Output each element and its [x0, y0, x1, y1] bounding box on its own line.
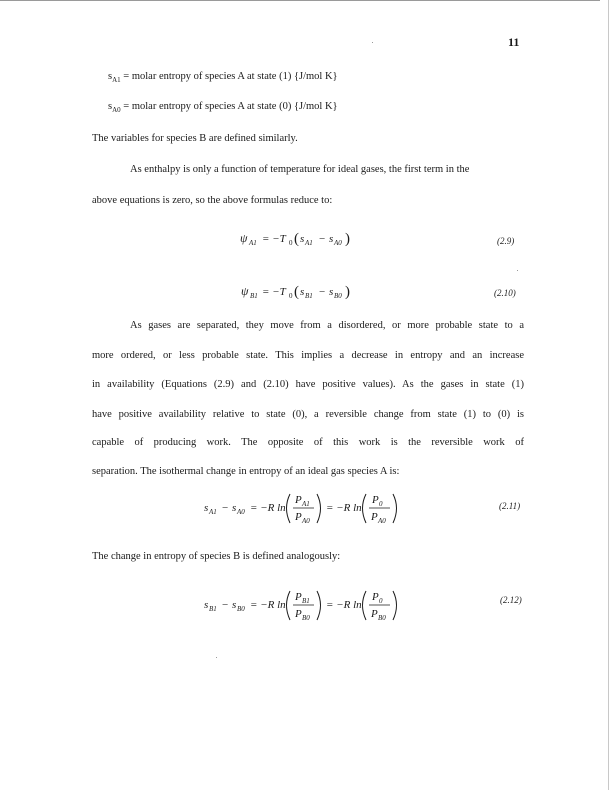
eq-fraction-1-numerator-subscript: A1	[302, 500, 310, 508]
eq-fraction-2-denominator: P	[371, 511, 378, 523]
eq-equals-temperature: = −T	[262, 286, 286, 298]
eq-open-paren: (	[294, 231, 299, 247]
paragraph-2-line-5: capable of producing work. The opposite of this work is the reversible work of	[92, 437, 524, 448]
scan-speck	[216, 657, 217, 658]
eq-equals-r-ln-1: = −R ln	[250, 599, 286, 611]
equation-2-10	[241, 279, 371, 303]
page-edge-top	[0, 0, 600, 1]
paragraph-2-line-4: have positive availability relative to state (0), a reversible change from state (1) to (0) is	[92, 409, 524, 420]
eq-equals-temperature: = −T	[262, 233, 286, 245]
eq-entropy-1: s	[204, 599, 209, 611]
eq-minus: −	[222, 599, 229, 611]
eq-entropy-1-subscript: B1	[305, 292, 313, 300]
eq-lhs-subscript: A1	[249, 239, 257, 247]
eq-fraction-2-numerator-subscript: 0	[379, 500, 383, 508]
eq-entropy-2-subscript: A0	[237, 508, 245, 516]
paragraph-1-line-2: above equations is zero, so the above formulas reduce to:	[92, 195, 333, 206]
eq-lhs-subscript: B1	[250, 292, 258, 300]
eq-fraction-1-denominator-subscript: A0	[302, 517, 310, 525]
paragraph-2-line-3: in availability (Equations (2.9) and (2.10) have positive values). As the gases in state (1)	[92, 379, 524, 390]
paragraph-2-line-2: more ordered, or less probable state. This implies a decrease in entropy and an increase	[92, 350, 524, 361]
scan-speck	[372, 42, 373, 43]
paragraph-2-line-6: separation. The isothermal change in entropy of an ideal gas species A is:	[92, 466, 400, 477]
eq-equals-r-ln-2: = −R ln	[326, 502, 362, 514]
equation-number-2-12: (2.12)	[500, 595, 522, 605]
equation-number-2-10: (2.10)	[494, 288, 516, 298]
eq-minus: −	[222, 502, 229, 514]
eq-fraction-2-numerator-subscript: 0	[379, 597, 383, 605]
eq-entropy-1: s	[300, 233, 305, 245]
equation-2-9	[240, 226, 370, 250]
eq-temperature-subscript: 0	[289, 239, 293, 247]
equation-number-2-11: (2.11)	[499, 501, 521, 511]
eq-fraction-1-numerator: P	[295, 591, 302, 603]
eq-fraction-1-denominator: P	[295, 608, 302, 620]
species-b-note: The variables for species B are defined similarly.	[92, 133, 298, 144]
eq-entropy-2-subscript: A0	[334, 239, 342, 247]
eq-entropy-2-subscript: B0	[334, 292, 342, 300]
equation-number-2-9: (2.9)	[497, 236, 515, 246]
definition-symbol: s	[108, 101, 113, 112]
eq-entropy-1: s	[204, 502, 209, 514]
eq-entropy-1-subscript: A1	[209, 508, 217, 516]
definition-symbol: s	[108, 71, 113, 82]
definition-text: = molar entropy of species A at state (1) {J/mol K}	[120, 71, 338, 82]
definition-subscript: A0	[112, 106, 121, 115]
eq-entropy-1-subscript: A1	[305, 239, 313, 247]
eq-close-paren: )	[345, 284, 350, 300]
eq-right-paren-2	[393, 591, 397, 620]
paragraph-1-line-1: As enthalpy is only a function of temperature for ideal gases, the first term in the	[130, 164, 470, 175]
eq-minus: −	[319, 233, 326, 245]
equation-2-12	[204, 584, 414, 628]
eq-entropy-2-subscript: B0	[237, 605, 245, 613]
eq-minus: −	[319, 286, 326, 298]
eq-fraction-2-denominator-subscript: A0	[378, 517, 386, 525]
eq-left-paren-2	[363, 494, 367, 523]
eq-fraction-2-numerator: P	[372, 494, 379, 506]
definition-text: = molar entropy of species A at state (0) {J/mol K}	[120, 101, 338, 112]
definition-sA0	[108, 101, 338, 114]
eq-entropy-1: s	[300, 286, 305, 298]
eq-open-paren: (	[294, 284, 299, 300]
eq-left-paren-1	[287, 591, 291, 620]
scan-speck	[517, 270, 518, 271]
eq-temperature-subscript: 0	[289, 292, 293, 300]
eq-fraction-1-numerator-subscript: B1	[302, 597, 310, 605]
eq-entropy-1-subscript: B1	[209, 605, 217, 613]
eq-right-paren-1	[317, 494, 321, 523]
eq-entropy-2: s	[329, 233, 334, 245]
eq-left-paren-1	[287, 494, 291, 523]
eq-lhs-symbol: ψ	[240, 231, 248, 245]
species-b-change-text: The change in entropy of species B is defined analogously:	[92, 551, 341, 562]
page-number: 11	[508, 35, 520, 49]
eq-right-paren-2	[393, 494, 397, 523]
eq-entropy-2: s	[232, 502, 237, 514]
eq-fraction-1-numerator: P	[295, 494, 302, 506]
eq-fraction-2-denominator-subscript: B0	[378, 614, 386, 622]
definition-sA1	[108, 71, 338, 84]
eq-equals-r-ln-1: = −R ln	[250, 502, 286, 514]
eq-lhs-symbol: ψ	[241, 284, 249, 298]
eq-fraction-2-numerator: P	[372, 591, 379, 603]
eq-entropy-2: s	[329, 286, 334, 298]
eq-close-paren: )	[345, 231, 350, 247]
paragraph-2-line-1: As gases are separated, they move from a disordered, or more probable state to a	[130, 320, 524, 331]
eq-entropy-2: s	[232, 599, 237, 611]
eq-equals-r-ln-2: = −R ln	[326, 599, 362, 611]
page-edge-right	[608, 0, 609, 790]
equation-2-11	[204, 487, 414, 531]
eq-right-paren-1	[317, 591, 321, 620]
eq-fraction-2-denominator: P	[371, 608, 378, 620]
eq-fraction-1-denominator: P	[295, 511, 302, 523]
eq-fraction-1-denominator-subscript: B0	[302, 614, 310, 622]
eq-left-paren-2	[363, 591, 367, 620]
definition-subscript: A1	[112, 76, 121, 85]
